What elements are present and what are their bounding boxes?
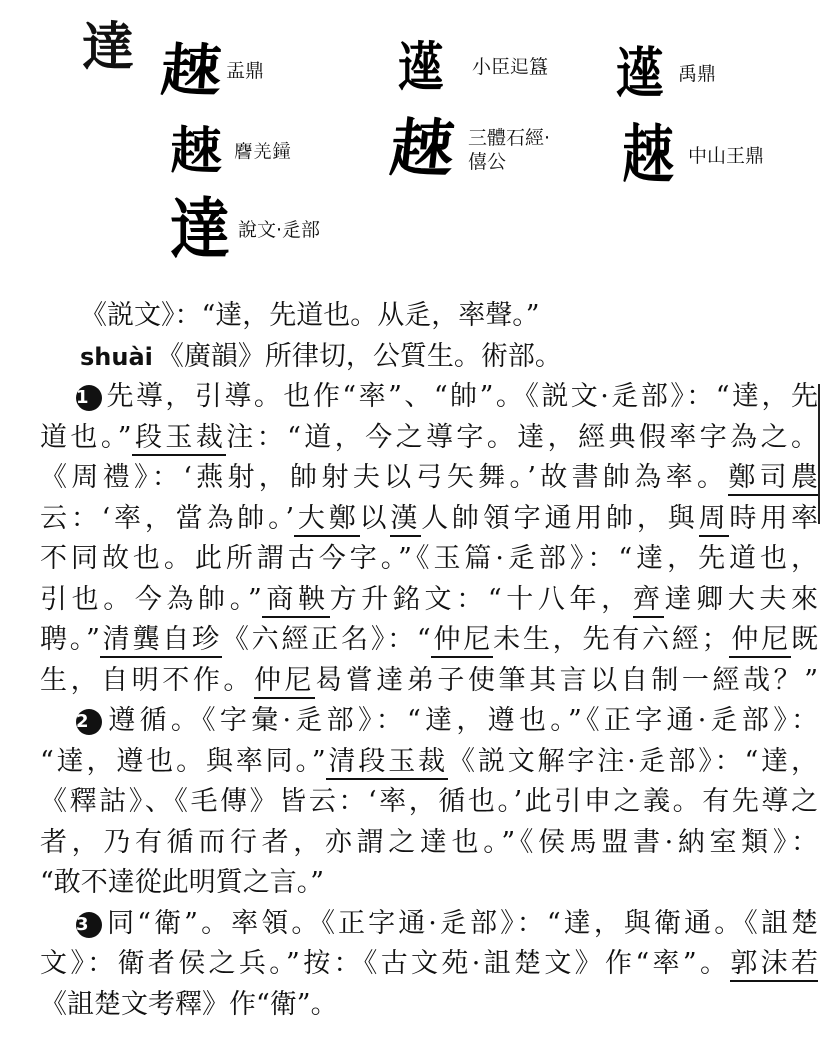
proper-name: 段玉裁	[358, 746, 448, 780]
proper-name: 商鞅	[262, 584, 330, 618]
text-segment: 曷嘗達弟子使筆其言以自制一經哉？”	[315, 664, 818, 696]
margin-rule	[818, 384, 820, 524]
proper-name: 清	[100, 624, 133, 658]
text-segment: 《説文解字注·辵部》：“達，	[447, 745, 818, 777]
text-line	[40, 620, 818, 661]
glyph-source: 說文·辵部	[238, 219, 321, 241]
ancient-glyph: 遳	[616, 41, 665, 107]
text-segment: 未生，先有六經；	[493, 624, 729, 655]
proper-name: 段玉裁	[132, 422, 227, 456]
text-line	[40, 580, 818, 621]
text-line	[40, 296, 818, 337]
sense-line	[40, 701, 818, 742]
ancient-glyph: 𧻕	[622, 117, 675, 194]
text-segment: 生，自明不作。	[40, 664, 254, 696]
text-segment: 云：‘率，當為帥。’	[40, 502, 295, 534]
text-segment: 既	[791, 624, 818, 655]
proper-name: 周	[699, 503, 730, 537]
text-segment: 先導，引導。也作“率”、“帥”。《説文·辵部》：“達，先	[104, 381, 818, 412]
text-segment: 引也。今為帥。”	[40, 583, 262, 615]
text-segment: 《詛楚文考釋》作“衛”。	[40, 988, 338, 1020]
text-segment: 以	[359, 502, 391, 534]
text-segment: 不同故也。此所謂古今字。”《玉篇·辵部》：“達，先道也，	[40, 543, 818, 574]
text-line	[40, 863, 818, 904]
proper-name: 鄭司農	[728, 462, 818, 496]
text-line	[40, 539, 818, 580]
text-segment: 《周禮》：‘燕射，帥射夫以弓矢舞。’故書帥為率。	[40, 462, 729, 493]
text-segment: 《六經正名》：“	[221, 624, 431, 655]
glyph-source: 盂鼎	[226, 60, 265, 82]
text-line	[40, 499, 818, 540]
text-segment: 聘。”	[40, 624, 100, 655]
text-segment: 人帥領字通用帥，與	[421, 502, 699, 534]
ancient-glyph: 達	[170, 191, 230, 269]
text-segment: 道也。”	[40, 421, 132, 453]
text-line	[40, 742, 818, 783]
text-segment: 文》：衛者侯之兵。”按：《古文苑·詛楚文》作“率”。	[40, 948, 731, 979]
text-line	[40, 782, 818, 823]
glyph-form	[616, 41, 717, 107]
glyph-source: 小臣𨑓簋	[472, 56, 549, 78]
proper-name: 清	[326, 746, 359, 780]
proper-name: 大鄭	[294, 503, 359, 537]
ancient-glyph: 𧻕	[170, 121, 223, 182]
text-segment: 《説文》：“達，先道也。从辵，率聲。”	[80, 300, 540, 331]
text-segment: 注：“道，今之導字。達，經典假率字為之。	[226, 421, 818, 453]
proper-name: 仲尼	[729, 624, 791, 658]
glyph-source: 禹鼎	[678, 63, 717, 85]
headword: 達	[82, 17, 133, 78]
glyph-source: 𪊨羌鐘	[234, 141, 292, 163]
proper-name: 漢	[390, 503, 421, 537]
proper-name: 仲尼	[431, 624, 493, 658]
text-line	[40, 823, 818, 864]
glyph-form	[158, 37, 265, 105]
text-segment: 時用率	[729, 502, 818, 534]
text-segment: 方升銘文：“十八年，	[329, 583, 633, 615]
text-segment: “敢不達從此明質之言。”	[40, 867, 325, 898]
ancient-glyph: 𧻕	[158, 37, 224, 105]
text-segment: “達，遵也。與率同。”	[40, 745, 326, 777]
text-segment: 《釋詁》、《毛傳》皆云：‘率，循也。’此引申之義。有先導之	[40, 786, 818, 817]
text-line	[40, 337, 818, 378]
glyph-source: 中山王鼎	[688, 145, 765, 167]
glyph-form	[622, 117, 765, 194]
text-line	[40, 458, 818, 499]
glyph-source: 三體石經· 僖公	[468, 127, 551, 173]
glyph-form	[398, 35, 549, 99]
text-segment: 達卿大夫來	[664, 583, 818, 615]
entry-body	[40, 296, 818, 1025]
pinyin: shuài	[80, 342, 153, 371]
sense-number-badge: 1	[76, 385, 102, 411]
glyph-form	[170, 191, 321, 269]
proper-name: 龔自珍	[132, 624, 221, 658]
text-segment: 同“衛”。率領。《正字通·辵部》：“達，與衛通。《詛楚	[104, 907, 818, 939]
sense-line	[40, 904, 818, 945]
sense-number-badge: 2	[76, 709, 102, 735]
proper-name: 齊	[633, 584, 665, 618]
text-line	[40, 418, 818, 459]
text-line	[40, 661, 818, 702]
ancient-glyph: 遳	[398, 35, 444, 99]
text-line	[40, 985, 818, 1026]
text-segment: 《廣韻》所律切，公質生。術部。	[156, 340, 562, 372]
proper-name: 郭沫若	[730, 948, 818, 982]
ancient-glyph: 𧻕	[386, 112, 458, 187]
text-line	[40, 944, 818, 985]
text-segment: 者，乃有循而行者，亦謂之達也。”《侯馬盟書·納室類》：	[40, 826, 818, 858]
sense-number-badge: 3	[76, 912, 102, 938]
glyph-form	[386, 112, 551, 187]
proper-name: 仲尼	[254, 665, 315, 699]
text-segment: 遵循。《字彙·辵部》：“達，遵也。”《正字通·辵部》：	[104, 705, 818, 736]
glyph-form	[170, 121, 292, 182]
sense-line	[40, 377, 818, 418]
